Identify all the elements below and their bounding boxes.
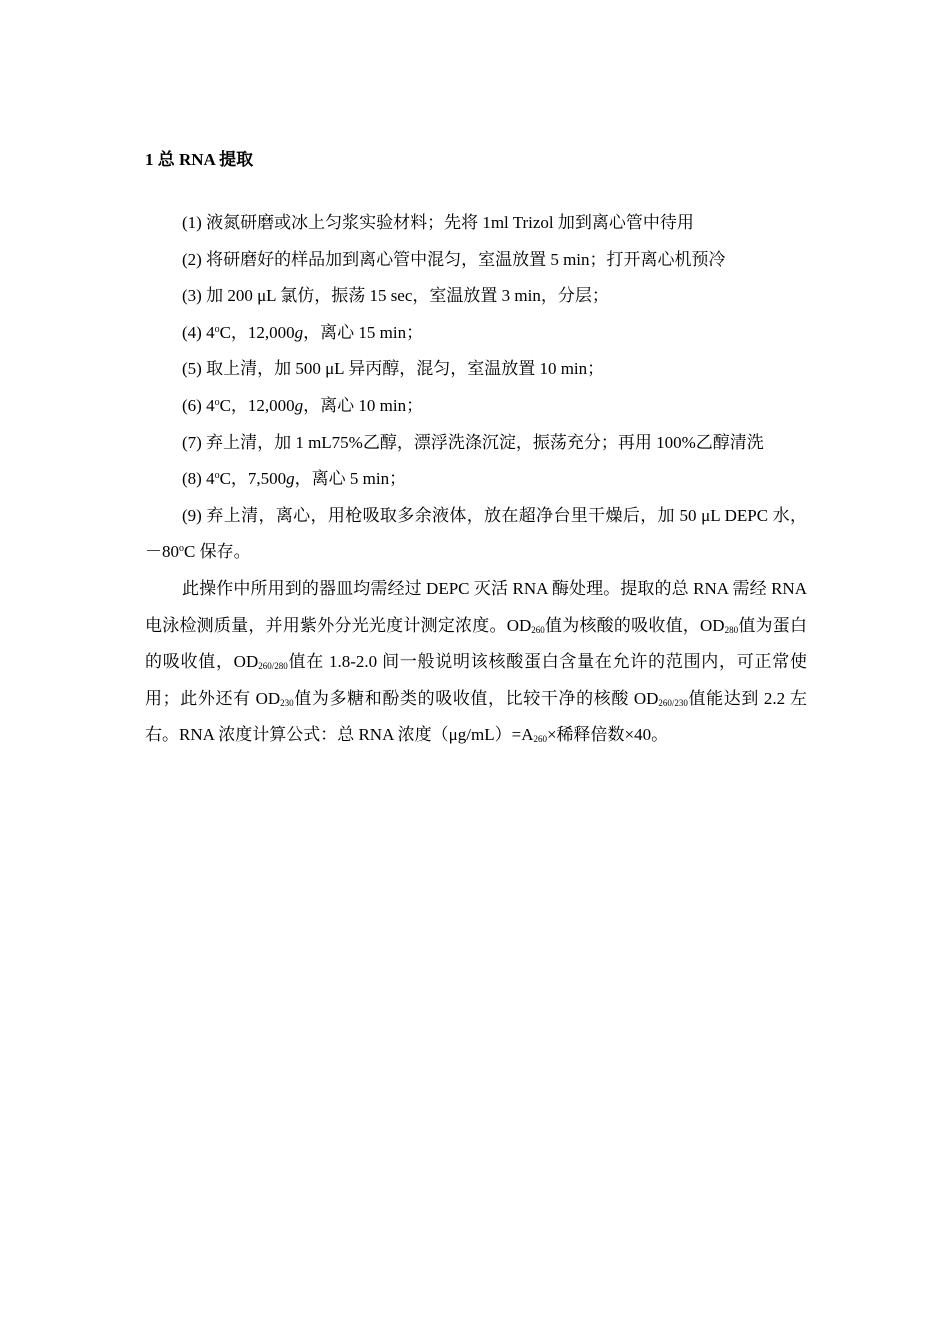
subscript: 260/230 [658, 697, 688, 708]
step-text: C，12,000 [219, 322, 295, 342]
step-text: C 保存。 [184, 542, 251, 562]
subscript: 260/280 [258, 661, 288, 672]
step-text: (5) 取上清，加 500 μL 异丙醇，混匀，室温放置 10 min； [182, 359, 605, 379]
paragraph-text: 值为核酸的吸收值，OD [544, 615, 725, 635]
subscript: 230 [280, 697, 294, 708]
g-force-unit: g [286, 469, 295, 489]
step-text: ，离心 10 min； [303, 395, 424, 415]
degree-superscript: o [214, 470, 220, 482]
section-heading: 1 总 RNA 提取 [145, 150, 254, 169]
step-text: (4) 4 [182, 322, 215, 342]
degree-superscript: o [214, 323, 220, 335]
step-text: ，离心 15 min； [303, 322, 424, 342]
step-6 [145, 388, 807, 425]
paragraph-text: ×稀释倍数×40。 [546, 725, 669, 745]
paragraph-text: 值为多糖和酚类的吸收值，比较干净的核酸 OD [293, 688, 659, 708]
step-text: C，7,500 [219, 469, 287, 489]
step-7 [145, 425, 807, 462]
step-8 [145, 461, 807, 498]
g-force-unit: g [294, 395, 304, 415]
step-text: (2) 将研磨好的样品加到离心管中混匀，室温放置 5 min；打开离心机预冷 [182, 249, 726, 269]
step-text: (8) 4 [182, 469, 215, 489]
step-3 [145, 278, 807, 315]
step-text: (7) 弃上清，加 1 mL75%乙醇，漂浮洗涤沉淀，振荡充分；再用 100%乙醇清洗 [182, 432, 764, 452]
subscript: 260 [533, 734, 547, 745]
step-9 [145, 498, 807, 571]
step-2 [145, 242, 807, 279]
step-text: (3) 加 200 μL 氯仿，振荡 15 sec，室温放置 3 min，分层； [182, 286, 609, 306]
step-text: C，12,000 [219, 395, 295, 415]
g-force-unit: g [294, 322, 304, 342]
step-text: (1) 液氮研磨或冰上匀浆实验材料；先将 1ml Trizol 加到离心管中待用 [182, 213, 694, 232]
subscript: 280 [724, 624, 739, 635]
step-text: (6) 4 [182, 395, 215, 415]
paragraph-text: 值为蛋白的吸收值，OD [145, 615, 807, 672]
degree-superscript: o [214, 396, 220, 408]
subscript: 260 [531, 624, 545, 635]
step-1 [145, 205, 807, 242]
paragraph-text: 此操作中所用到的器皿均需经过 DEPC 灭活 RNA 酶处理。提取的总 RNA 需经 RNA 电泳检测质量，并用紫外分光光度计测定浓度。OD [145, 578, 807, 635]
paragraph-text: 值能达到 2.2 左右。RNA 浓度计算公式：总 RNA 浓度（μg/mL）=A [145, 688, 808, 745]
explanation-paragraph [145, 571, 807, 754]
step-text: ，离心 5 min； [294, 469, 407, 489]
document-body [145, 205, 807, 754]
degree-superscript: o [179, 543, 184, 555]
step-text: (9) 弃上清，离心，用枪吸取多余液体，放在超净台里干燥后，加 50 μL DEPC 水，－80 [145, 505, 807, 562]
step-5 [145, 351, 807, 388]
step-4 [145, 315, 807, 352]
paragraph-text: 值在 1.8-2.0 间一般说明该核酸蛋白含量在允许的范围内，可正常使用；此外还有 OD [145, 652, 807, 708]
